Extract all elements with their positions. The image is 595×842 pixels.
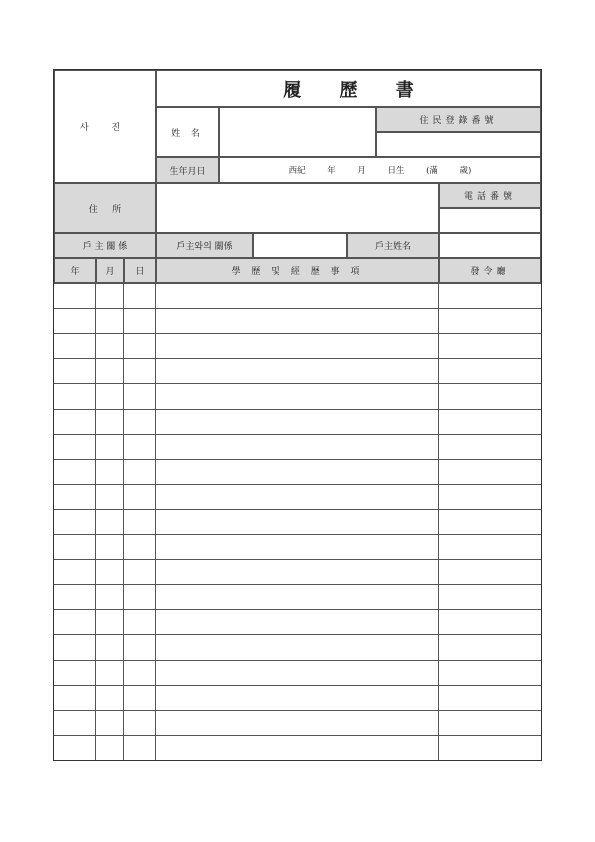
name-label: 姓 名: [171, 128, 204, 139]
household-relation-label: 戶 主 關 係: [82, 242, 128, 252]
household-relation-label-cell: [54, 233, 156, 258]
history-cell-day[interactable]: [124, 460, 156, 484]
history-header-day: [124, 258, 156, 283]
head-name-label-cell: [347, 233, 439, 258]
history-cell-office[interactable]: [439, 686, 541, 710]
history-cell-day[interactable]: [124, 610, 156, 634]
history-cell-month[interactable]: [96, 635, 124, 659]
history-cell-day[interactable]: [124, 435, 156, 459]
table-row: [54, 534, 541, 559]
table-row: [54, 409, 541, 434]
history-cell-year[interactable]: [54, 711, 96, 735]
table-row: [54, 634, 541, 659]
name-field[interactable]: [219, 107, 376, 157]
history-cell-office[interactable]: [439, 560, 541, 584]
table-row: [54, 685, 541, 710]
table-row: [54, 333, 541, 358]
history-cell-details[interactable]: [156, 359, 439, 383]
table-row: [54, 383, 541, 408]
history-header-month: [96, 258, 124, 283]
birth-label: 生年月日: [169, 166, 206, 177]
history-cell-month[interactable]: [96, 410, 124, 434]
history-header-details: [156, 258, 439, 283]
photo-box: [54, 70, 156, 183]
history-cell-day[interactable]: [124, 309, 156, 333]
history-cell-year[interactable]: [54, 585, 96, 609]
table-row: [54, 509, 541, 534]
history-cell-office[interactable]: [439, 535, 541, 559]
history-cell-office[interactable]: [439, 284, 541, 308]
history-cell-details[interactable]: [156, 284, 439, 308]
history-cell-details[interactable]: [156, 560, 439, 584]
history-cell-day[interactable]: [124, 384, 156, 408]
history-cell-day[interactable]: [124, 736, 156, 760]
history-cell-year[interactable]: [54, 384, 96, 408]
head-name-label: 戶主姓名: [374, 242, 411, 252]
history-cell-year[interactable]: [54, 309, 96, 333]
history-cell-office[interactable]: [439, 711, 541, 735]
office-header-label: 發令廳: [470, 267, 510, 277]
history-cell-day[interactable]: [124, 585, 156, 609]
history-cell-office[interactable]: [439, 334, 541, 358]
history-cell-office[interactable]: [439, 460, 541, 484]
history-cell-month[interactable]: [96, 460, 124, 484]
table-row: [54, 459, 541, 484]
history-cell-details[interactable]: [156, 510, 439, 534]
history-cell-details[interactable]: [156, 535, 439, 559]
history-cell-office[interactable]: [439, 610, 541, 634]
year-header-label: 年: [70, 267, 80, 277]
history-cell-day[interactable]: [124, 635, 156, 659]
relation-to-head-field[interactable]: [253, 233, 347, 258]
history-cell-details[interactable]: [156, 309, 439, 333]
birth-label-cell: [156, 157, 219, 183]
history-cell-office[interactable]: [439, 384, 541, 408]
phone-field[interactable]: [439, 208, 541, 233]
history-cell-month[interactable]: [96, 309, 124, 333]
history-cell-details[interactable]: [156, 384, 439, 408]
history-cell-details[interactable]: [156, 635, 439, 659]
history-cell-day[interactable]: [124, 410, 156, 434]
phone-label: 電話番號: [463, 192, 516, 202]
history-table: [54, 283, 541, 760]
history-cell-details[interactable]: [156, 736, 439, 760]
name-label-cell: [156, 107, 219, 157]
history-cell-details[interactable]: [156, 686, 439, 710]
photo-label: 사 진: [79, 123, 131, 133]
month-header-label: 月: [105, 267, 115, 277]
history-cell-day[interactable]: [124, 686, 156, 710]
history-cell-details[interactable]: [156, 610, 439, 634]
history-cell-day[interactable]: [124, 284, 156, 308]
history-cell-day[interactable]: [124, 535, 156, 559]
history-cell-month[interactable]: [96, 384, 124, 408]
day-header-label: 日: [135, 267, 145, 277]
details-header-label: 學 歷 및 經 歷 事 項: [231, 267, 364, 277]
history-cell-details[interactable]: [156, 334, 439, 358]
history-cell-month[interactable]: [96, 334, 124, 358]
history-cell-month[interactable]: [96, 284, 124, 308]
history-cell-year[interactable]: [54, 661, 96, 685]
history-cell-year[interactable]: [54, 535, 96, 559]
history-cell-year[interactable]: [54, 610, 96, 634]
history-cell-day[interactable]: [124, 661, 156, 685]
document-title: 履 歷 書: [283, 79, 430, 101]
table-row: [54, 283, 541, 308]
title-cell: [156, 70, 541, 107]
history-cell-office[interactable]: [439, 635, 541, 659]
history-cell-details[interactable]: [156, 485, 439, 509]
history-cell-month[interactable]: [96, 711, 124, 735]
address-label: 住 所: [88, 204, 122, 215]
table-row: [54, 660, 541, 685]
history-cell-office[interactable]: [439, 309, 541, 333]
table-row: [54, 358, 541, 383]
history-cell-month[interactable]: [96, 560, 124, 584]
relation-to-head-label-cell: [156, 233, 253, 258]
table-row: [54, 735, 541, 760]
history-cell-office[interactable]: [439, 661, 541, 685]
address-label-cell: [54, 183, 156, 233]
history-cell-year[interactable]: [54, 460, 96, 484]
history-cell-month[interactable]: [96, 736, 124, 760]
history-cell-month[interactable]: [96, 585, 124, 609]
history-cell-office[interactable]: [439, 435, 541, 459]
history-cell-month[interactable]: [96, 359, 124, 383]
phone-label-cell: [439, 183, 541, 208]
head-name-field[interactable]: [439, 233, 541, 258]
resident-number-label-cell: [376, 107, 541, 132]
history-cell-details[interactable]: [156, 585, 439, 609]
history-cell-details[interactable]: [156, 410, 439, 434]
history-cell-year[interactable]: [54, 686, 96, 710]
history-cell-year[interactable]: [54, 435, 96, 459]
table-row: [54, 308, 541, 333]
history-cell-details[interactable]: [156, 460, 439, 484]
history-cell-office[interactable]: [439, 510, 541, 534]
history-cell-month[interactable]: [96, 535, 124, 559]
history-cell-year[interactable]: [54, 485, 96, 509]
history-cell-year[interactable]: [54, 736, 96, 760]
history-cell-month[interactable]: [96, 510, 124, 534]
history-cell-month[interactable]: [96, 610, 124, 634]
resume-form: [53, 69, 542, 761]
history-cell-day[interactable]: [124, 485, 156, 509]
table-row: [54, 559, 541, 584]
history-cell-day[interactable]: [124, 560, 156, 584]
history-cell-office[interactable]: [439, 736, 541, 760]
history-cell-month[interactable]: [96, 435, 124, 459]
history-cell-year[interactable]: [54, 359, 96, 383]
relation-to-head-label: 戶主와의 關係: [176, 242, 233, 252]
history-header-office: [439, 258, 541, 283]
table-row: [54, 434, 541, 459]
resident-number-label: 住民登錄番號: [419, 116, 498, 126]
table-row: [54, 584, 541, 609]
table-row: [54, 710, 541, 735]
history-cell-year[interactable]: [54, 560, 96, 584]
history-cell-day[interactable]: [124, 334, 156, 358]
history-cell-day[interactable]: [124, 510, 156, 534]
history-cell-year[interactable]: [54, 284, 96, 308]
history-cell-month[interactable]: [96, 485, 124, 509]
history-cell-year[interactable]: [54, 635, 96, 659]
history-cell-office[interactable]: [439, 485, 541, 509]
history-cell-day[interactable]: [124, 359, 156, 383]
history-cell-details[interactable]: [156, 435, 439, 459]
history-cell-month[interactable]: [96, 661, 124, 685]
table-row: [54, 609, 541, 634]
table-row: [54, 484, 541, 509]
history-cell-details[interactable]: [156, 661, 439, 685]
history-cell-day[interactable]: [124, 711, 156, 735]
history-cell-month[interactable]: [96, 686, 124, 710]
history-header-year: [54, 258, 96, 283]
address-field[interactable]: [156, 183, 439, 233]
resident-number-field[interactable]: [376, 132, 541, 157]
history-cell-office[interactable]: [439, 585, 541, 609]
history-cell-year[interactable]: [54, 510, 96, 534]
birth-field[interactable]: [219, 157, 541, 183]
history-cell-office[interactable]: [439, 359, 541, 383]
history-cell-office[interactable]: [439, 410, 541, 434]
history-cell-year[interactable]: [54, 410, 96, 434]
history-cell-details[interactable]: [156, 711, 439, 735]
history-cell-year[interactable]: [54, 334, 96, 358]
birth-format-text: 西紀 年 月 日生 (滿 歲): [288, 166, 472, 176]
